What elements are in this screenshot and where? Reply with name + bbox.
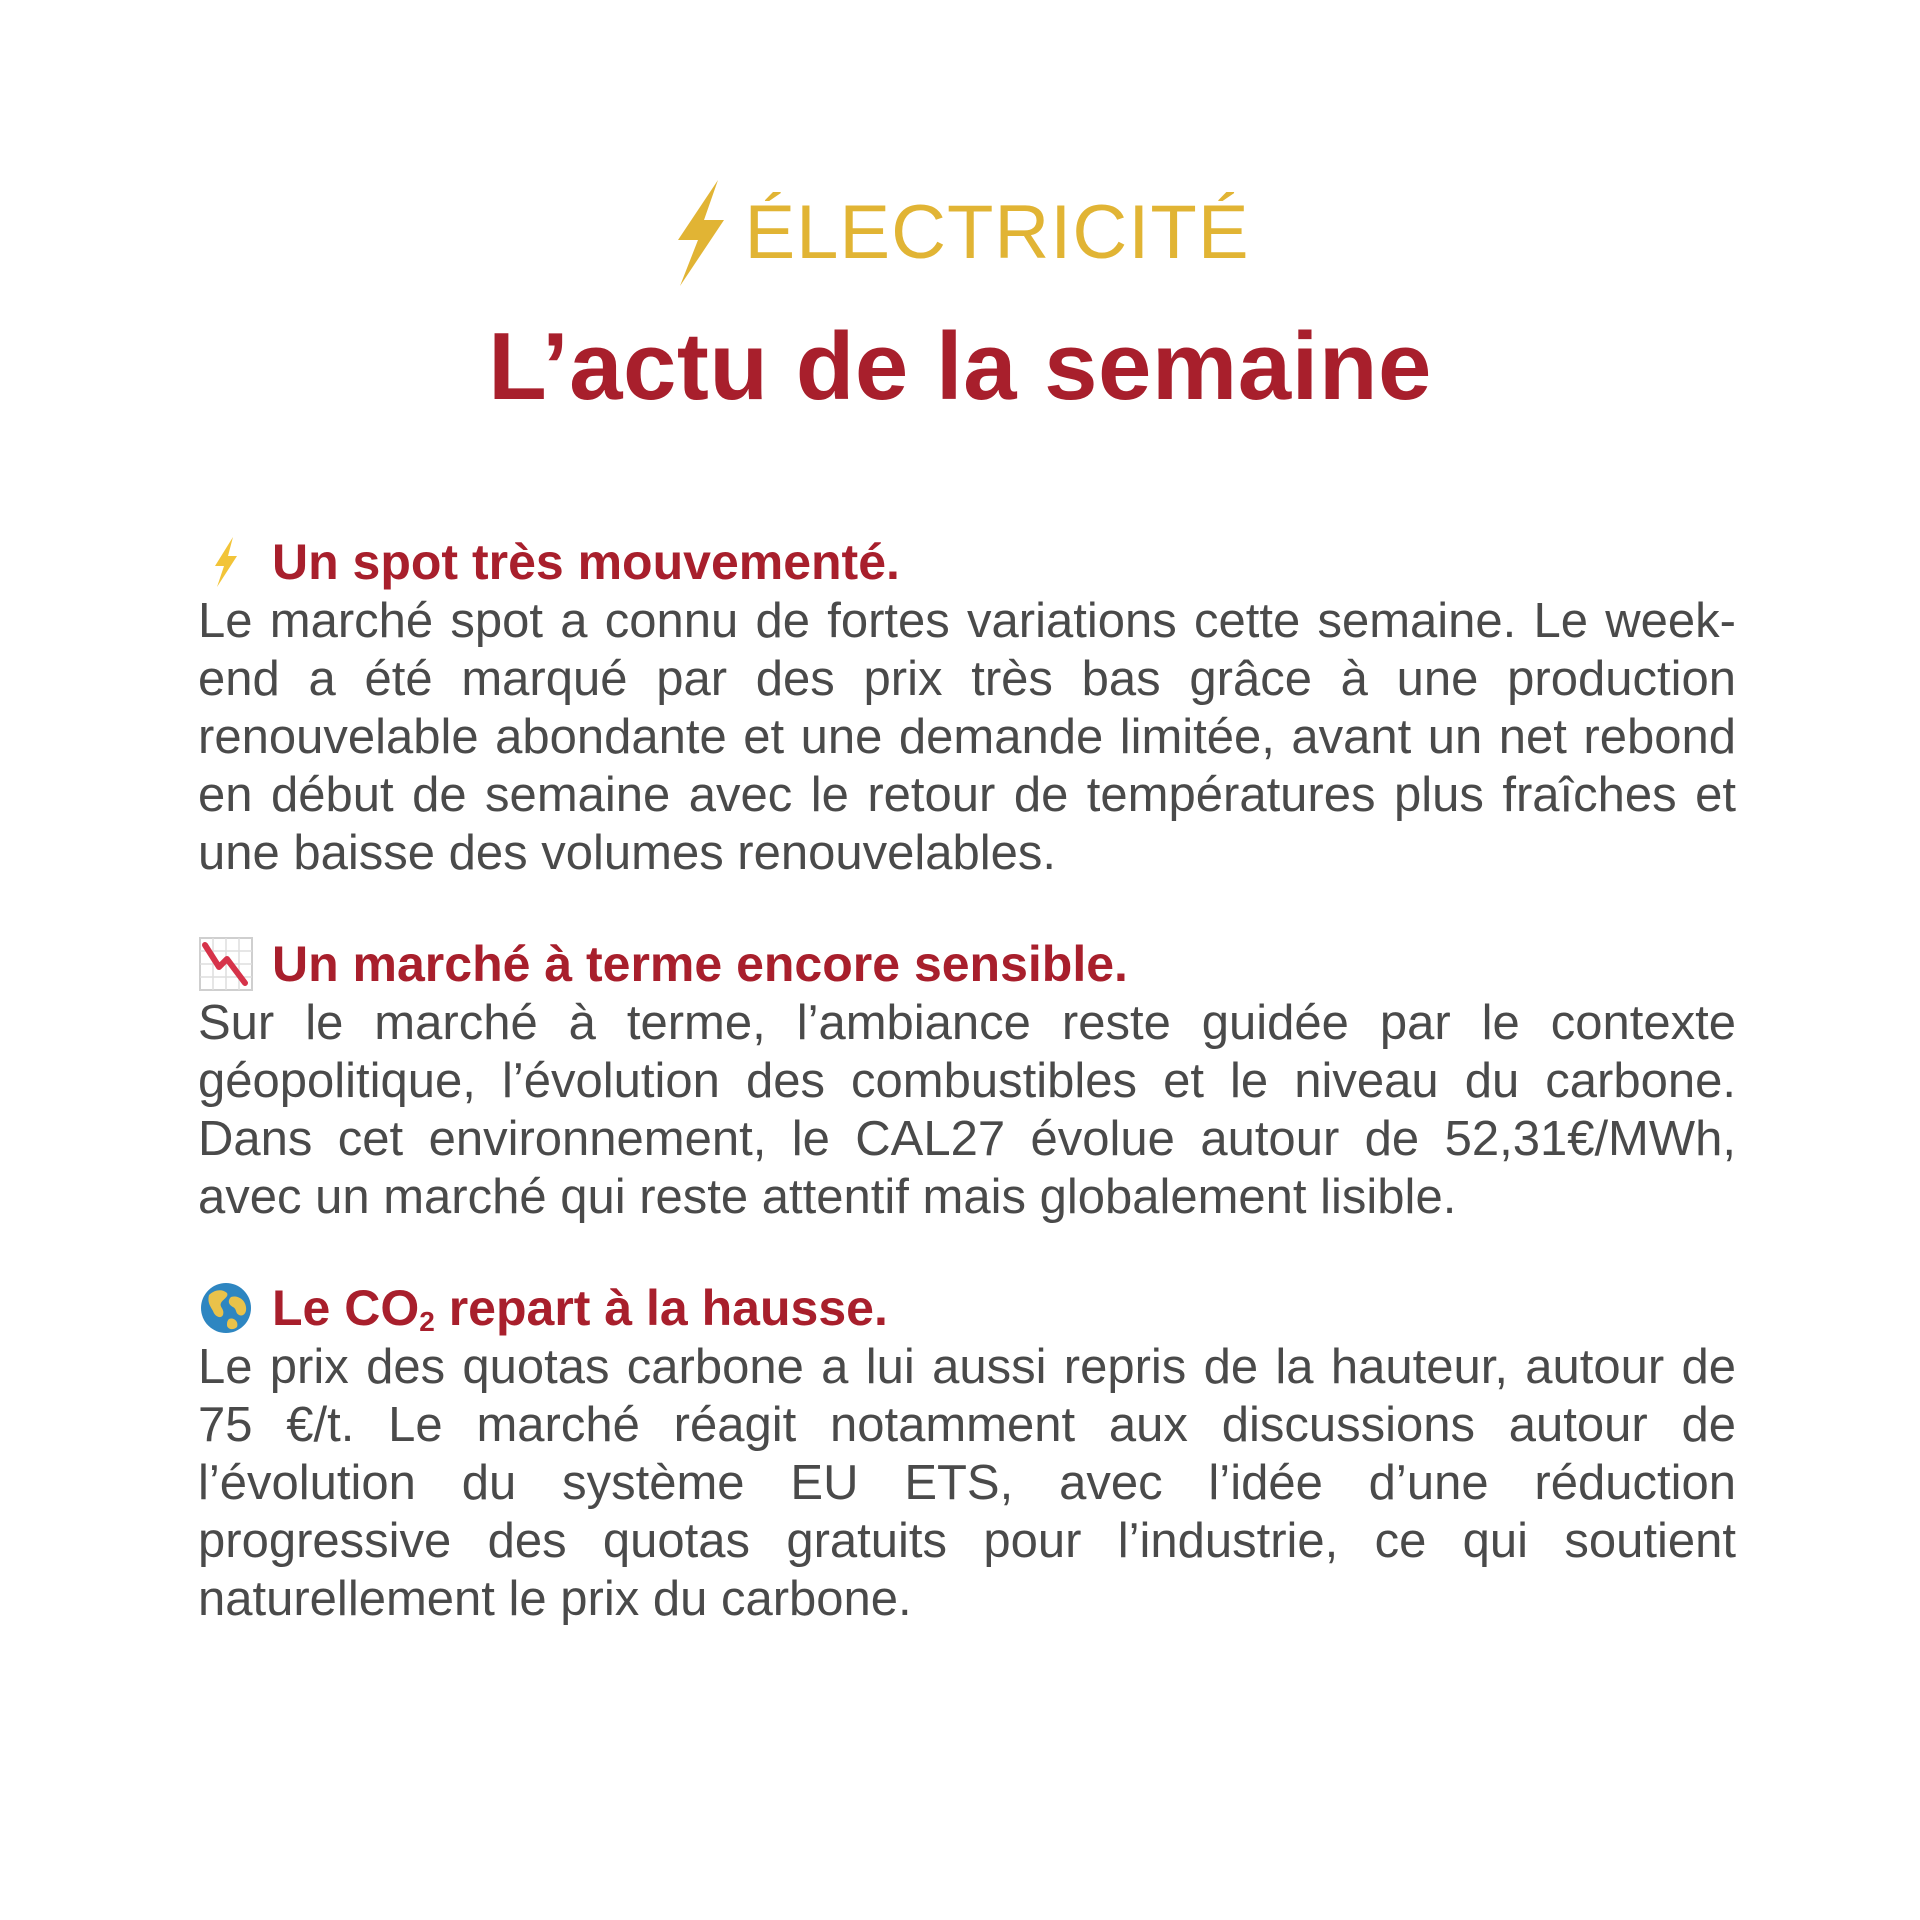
section-body: Le prix des quotas carbone a lui aussi repris de la hauteur, autour de 75 €/t. Le marché réagit notamment aux discussions autour de l’évolution du système EU ETS, avec l’idée d’une réduction progressive des quotas gratuits pour l’industrie, ce qui soutient naturellement le prix du carbone.: [198, 1340, 1736, 1626]
lightning-icon: [670, 178, 730, 288]
section-co2: [198, 1278, 1736, 1628]
section-spot: [198, 532, 1736, 882]
section-body: Sur le marché à terme, l’ambiance reste guidée par le contexte géopolitique, l’évolution des combustibles et le niveau du carbone. Dans cet environnement, le CAL27 évolue autour de 52,31€/MWh, avec un marché qui reste attentif mais globalement lisible.: [198, 996, 1736, 1224]
lightning-icon: [198, 534, 254, 590]
chart-decreasing-icon: [198, 936, 254, 992]
section-title: [272, 1280, 888, 1337]
section-body: Le marché spot a connu de fortes variations cette semaine. Le week-end a été marqué par des prix très bas grâce à une production renouvelable abondante et une demande limitée, avant un net rebond en début de semaine avec le retour de températures plus fraîches et une baisse des volumes renouvelables.: [198, 594, 1736, 880]
section-heading: [198, 1278, 1736, 1338]
header: [0, 178, 1920, 420]
title-subscript: 2: [419, 1306, 435, 1337]
section-title: Un spot très mouvementé.: [272, 534, 900, 590]
section-heading: [198, 934, 1736, 994]
section-heading: [198, 532, 1736, 592]
section-forward-market: [198, 934, 1736, 1226]
kicker: [670, 178, 1249, 288]
title-prefix: Le CO: [272, 1280, 420, 1336]
kicker-label: ÉLECTRICITÉ: [744, 190, 1250, 275]
article-content: [198, 532, 1736, 1680]
page-title: L’actu de la semaine: [488, 313, 1432, 420]
title-suffix: repart à la hausse.: [434, 1280, 888, 1336]
globe-icon: [198, 1280, 254, 1336]
section-title: Un marché à terme encore sensible.: [272, 936, 1128, 992]
